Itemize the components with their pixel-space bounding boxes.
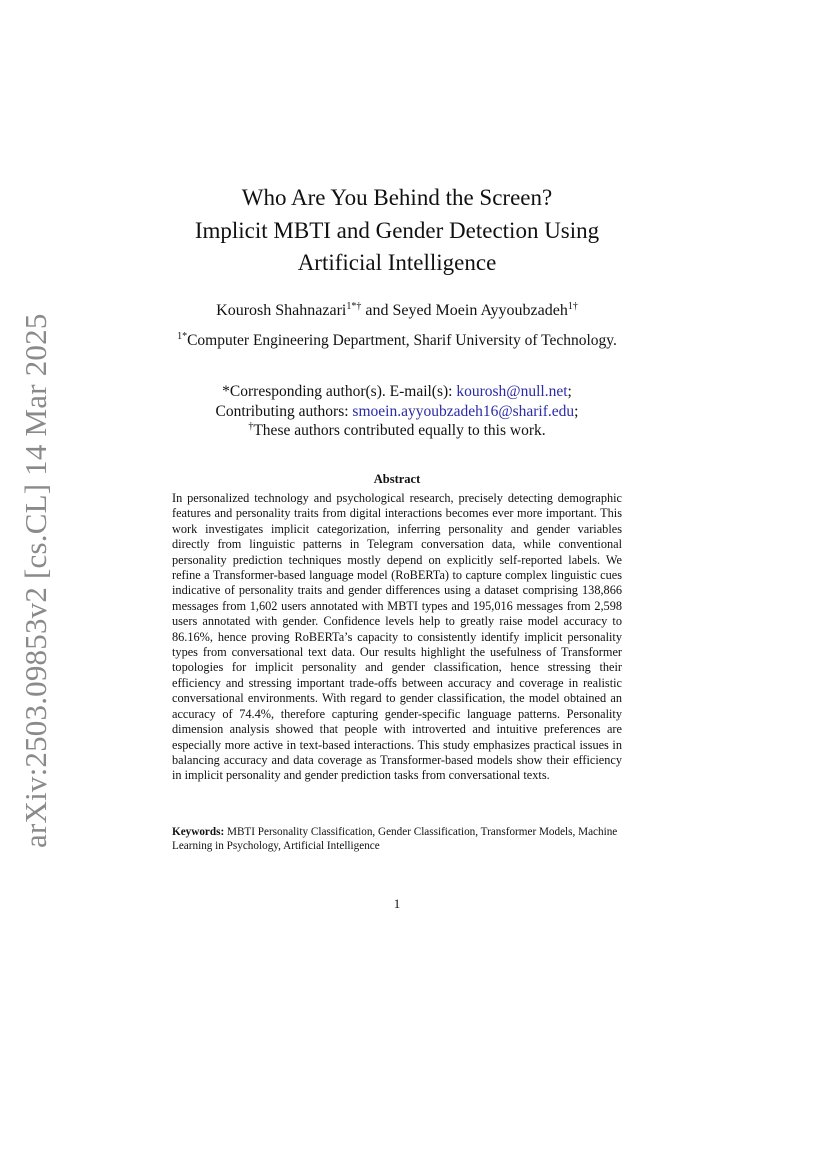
affiliation-text: Computer Engineering Department, Sharif University of Technology.: [187, 332, 617, 349]
author-2-marks: 1†: [567, 301, 578, 312]
contact-block: [130, 382, 664, 441]
abstract-heading: Abstract: [373, 472, 421, 486]
contributing-prefix: Contributing authors:: [215, 402, 353, 420]
title-line-1: Who Are You Behind the Screen?: [241, 185, 553, 210]
corresponding-suffix: ;: [567, 383, 572, 400]
arxiv-identifier-stamp: arXiv:2503.09853v2 [cs.CL] 14 Mar 2025: [18, 313, 53, 848]
corresponding-email-link[interactable]: kourosh@null.net: [456, 383, 568, 400]
abstract-body: In personalized technology and psychological research, precisely detecting demographic features and personality traits from digital interactions becomes ever more important. This work investigates implicit categorization, inferring personality and gender variables directly from linguistic patterns in Telegram conversation data, while conventional personality prediction techniques mostly depend on explicitly self-reported labels. We refine a Transformer-based language model (RoBERTa) to capture complex linguistic cues indicative of personality traits and gender differences using a dataset comprising 138,866 messages from 1,602 users annotated with MBTI types and 195,016 messages from 2,598 users annotated with gender. Confidence levels help to greatly raise model accuracy to 86.16%, hence proving RoBERTa’s capacity to consistently identify implicit personality types from conversational text data. Our results highlight the usefulness of Transformer topologies for implicit personality and gender classification, hence stressing their efficiency and stressing important trade-offs between accuracy and coverage in realistic conversational environments. With regard to gender classification, the model obtained an accuracy of 74.4%, therefore capturing gender-specific language patterns. Personality dimension analysis showed that people with introverted and intuitive preferences are especially more active in text-based interactions. This study emphasizes practical issues in balancing accuracy and data coverage as Transformer-based models show their efficiency in implicit personality and gender prediction tasks from conversational texts.: [172, 491, 622, 783]
author-1-marks: 1*†: [346, 301, 362, 312]
corresponding-author-line: [130, 382, 664, 402]
affiliation: [100, 330, 694, 352]
keywords-label: Keywords:: [172, 826, 225, 838]
affiliation-marks: 1*: [177, 331, 188, 342]
title-line-3: Artificial Intelligence: [297, 250, 497, 275]
author-list: [150, 300, 644, 322]
equal-contribution-text: These authors contributed equally to this work.: [253, 422, 546, 439]
title-line-2: Implicit MBTI and Gender Detection Using: [194, 217, 600, 243]
page-number: 1: [393, 896, 401, 911]
keywords-text: MBTI Personality Classification, Gender Classification, Transformer Models, Machine Learning in Psychology, Artificial Intelligence: [172, 826, 618, 852]
author-conjunction: and: [361, 302, 393, 319]
contributing-email-link[interactable]: smoein.ayyoubzadeh16@sharif.edu: [352, 402, 575, 420]
author-2-name: Seyed Moein Ayyoubzadeh: [392, 302, 568, 319]
corresponding-prefix: *Corresponding author(s). E-mail(s):: [222, 383, 457, 400]
keywords: [172, 825, 622, 853]
author-1-name: Kourosh Shahnazari: [216, 302, 347, 319]
contributing-authors-line: [130, 402, 664, 422]
equal-contribution-line: [130, 421, 664, 441]
paper-title: [150, 182, 644, 280]
contributing-suffix: ;: [574, 402, 579, 420]
equal-contribution-mark: †: [248, 421, 254, 432]
